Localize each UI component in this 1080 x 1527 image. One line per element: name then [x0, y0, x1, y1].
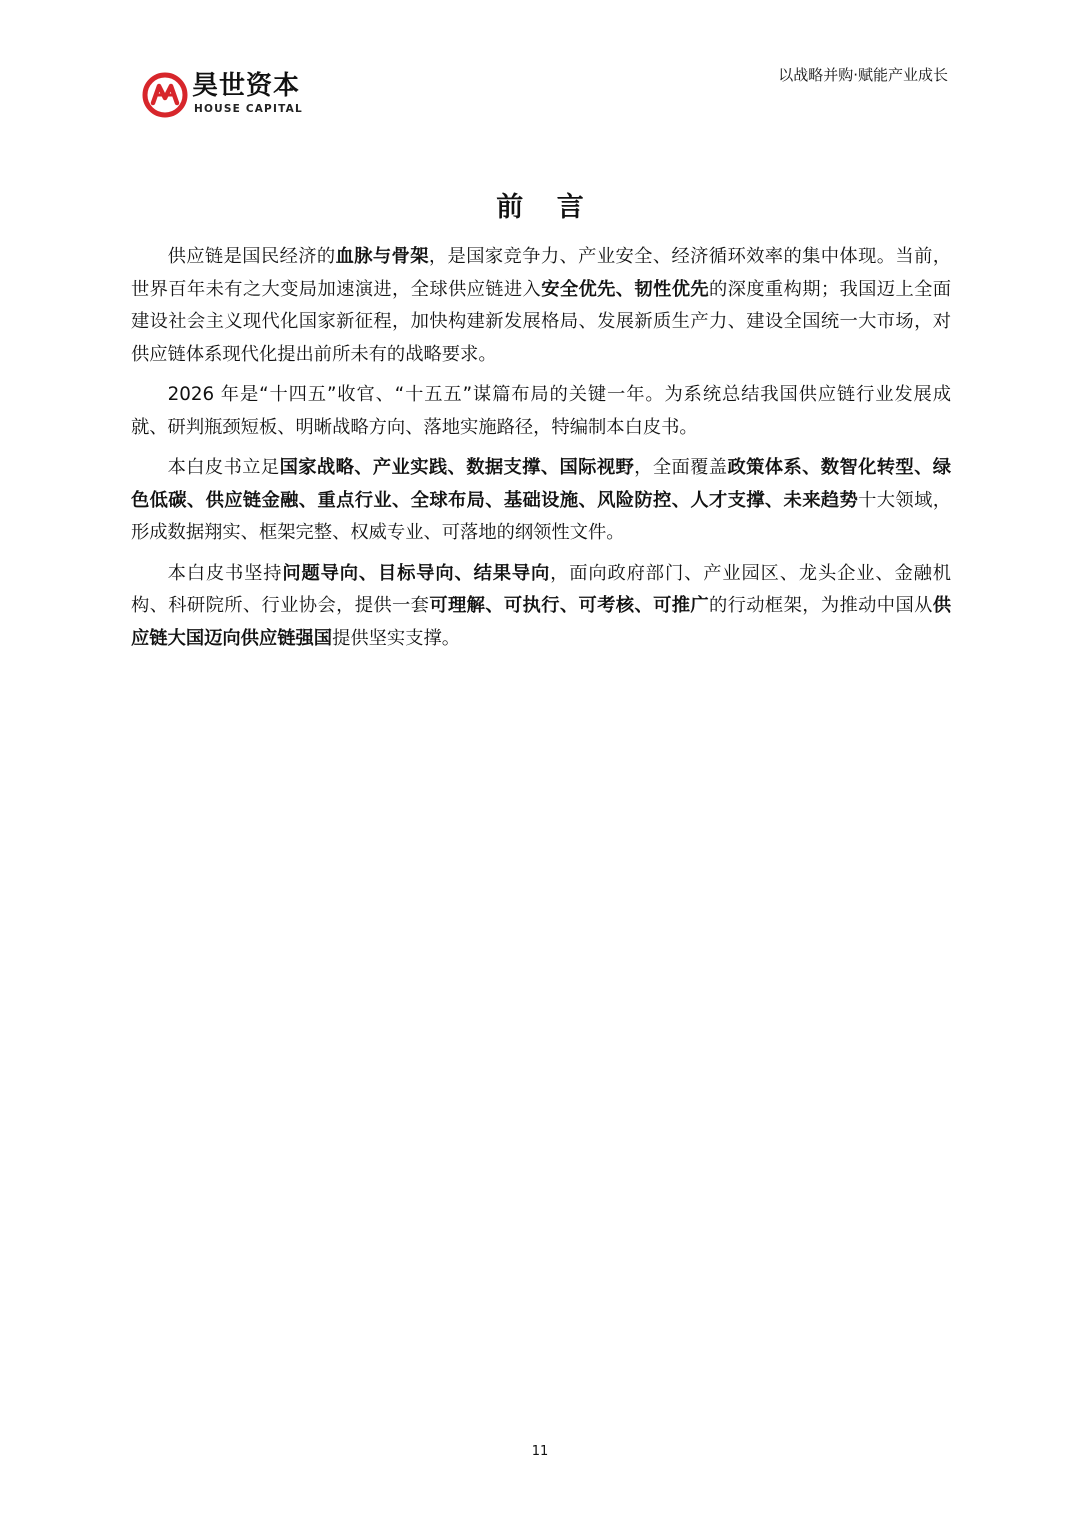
emphasis-text: 可理解、可执行、可考核、可推广 — [429, 595, 709, 616]
emphasis-text: 安全优先、韧性优先 — [541, 278, 709, 300]
paragraph — [131, 241, 951, 371]
emphasis-text: 供应链大国迈向供应链强国 — [131, 595, 952, 649]
body-text: 的深度重构期；我国迈上全面建设社会主义现代化国家新征程，加快构建新发展格局、发展新质生产力、建设全国统一大市场，对供应链体系现代化提出前所未有的战略要求。 — [131, 278, 952, 365]
logo-chinese-name: 昊世资本 — [192, 71, 301, 101]
body-text: ，全面覆盖 — [634, 457, 728, 478]
body-text: ，面向政府部门、产业园区、龙头企业、金融机构、科研院所、行业协会，提供一套 — [131, 562, 952, 616]
preface-body — [131, 241, 951, 663]
page-number: 11 — [531, 1444, 549, 1459]
house-capital-logo-mark — [142, 72, 188, 118]
body-text: 供应链是国民经济的 — [167, 246, 336, 267]
body-text: 的行动框架，为推动中国从 — [709, 595, 933, 616]
emphasis-text: 血脉与骨架 — [335, 246, 429, 267]
page-header — [0, 0, 1080, 130]
body-text: 本白皮书立足 — [167, 457, 280, 478]
emphasis-text: 问题导向、目标导向、结果导向 — [282, 562, 551, 584]
paragraph — [131, 452, 951, 550]
emphasis-text: 政策体系、数智化转型、绿色低碳、供应链金融、重点行业、全球布局、基础设施、风险防控、人才支撑、未来趋势 — [131, 457, 952, 511]
house-capital-logo — [142, 70, 322, 120]
body-text: 十大领域，形成数据翔实、框架完整、权威专业、可落地的纲领性文件。 — [131, 489, 952, 543]
paragraph — [131, 379, 951, 444]
paragraph — [131, 558, 951, 656]
body-text: 本白皮书坚持 — [167, 562, 283, 584]
page-title: 前 言 — [496, 192, 596, 223]
header-slogan: 以战略并购·赋能产业成长 — [778, 66, 948, 84]
logo-english-name: HOUSE CAPITAL — [194, 103, 303, 115]
emphasis-text: 国家战略、产业实践、数据支撑、国际视野 — [279, 457, 635, 478]
body-text: ，是国家竞争力、产业安全、经济循环效率的集中体现。当前，世界百年未有之大变局加速演进，全球供应链进入 — [131, 246, 952, 300]
body-text: 提供坚实支撑。 — [332, 627, 461, 649]
body-text: 2026 年是“十四五”收官、“十五五”谋篇布局的关键一年。为系统总结我国供应链行业发展成就、研判瓶颈短板、明晰战略方向、落地实施路径，特编制本白皮书。 — [131, 384, 951, 438]
